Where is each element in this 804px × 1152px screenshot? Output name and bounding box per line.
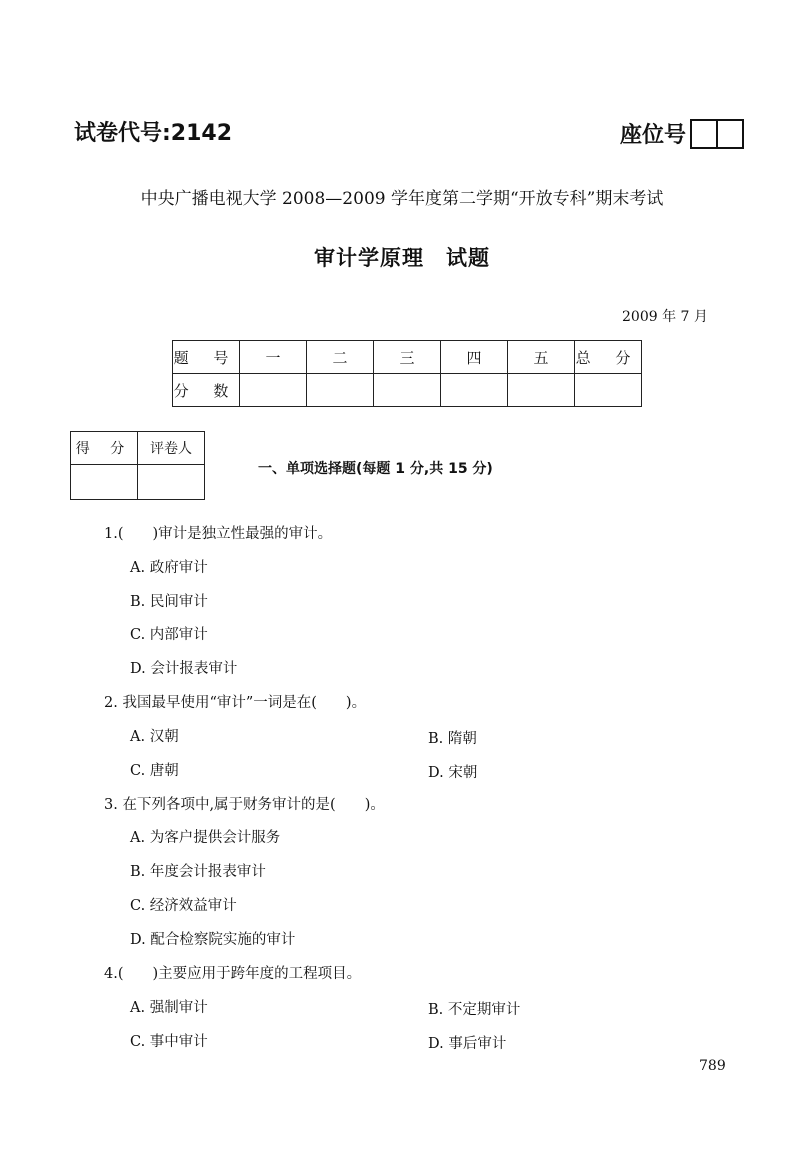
score-entry-cell [508, 374, 575, 407]
seat-box-1 [690, 119, 718, 149]
grader-table-entry-row [71, 465, 205, 500]
exam-header-line: 中央广播电视大学 2008—2009 学年度第二学期“开放专科”期末考试 [140, 189, 664, 209]
question-1-option-c: C. 内部审计 [130, 627, 208, 643]
score-table [172, 340, 642, 407]
exam-title: 审计学原理 试题 [314, 246, 490, 270]
question-4-option-a: A. 强制审计 [130, 1000, 208, 1016]
question-4-stem: 4.( )主要应用于跨年度的工程项目。 [104, 966, 362, 982]
question-1-option-b: B. 民间审计 [130, 594, 208, 610]
question-4-option-c: C. 事中审计 [130, 1034, 208, 1050]
score-table-cell: 分 数 [173, 374, 240, 407]
question-2-option-d: D. 宋朝 [428, 765, 478, 781]
score-table-cell: 一 [240, 341, 307, 374]
question-4-option-b: B. 不定期审计 [428, 1002, 521, 1018]
score-table-cell: 题 号 [173, 341, 240, 374]
section-title: 一、单项选择题(每题 1 分,共 15 分) [258, 461, 493, 477]
grader-label: 评卷人 [138, 432, 205, 465]
question-3-option-d: D. 配合检察院实施的审计 [130, 932, 296, 948]
score-table-cell: 三 [374, 341, 441, 374]
grader-table [70, 431, 205, 500]
seat-label: 座位号 [620, 123, 687, 148]
question-2-stem: 2. 我国最早使用“审计”一词是在( )。 [104, 695, 367, 711]
grader-score-label: 得 分 [71, 432, 138, 465]
score-entry-cell [240, 374, 307, 407]
seat-box-2 [716, 119, 744, 149]
question-3-option-c: C. 经济效益审计 [130, 898, 237, 914]
question-2-option-a: A. 汉朝 [130, 729, 179, 745]
page-number: 789 [699, 1058, 726, 1074]
grader-table-header-row [71, 432, 205, 465]
exam-date: 2009 年 7 月 [622, 309, 708, 325]
question-1-option-a: A. 政府审计 [130, 560, 208, 576]
question-1-stem: 1.( )审计是独立性最强的审计。 [104, 526, 333, 542]
question-3-option-b: B. 年度会计报表审计 [130, 864, 266, 880]
question-4-option-d: D. 事后审计 [428, 1036, 507, 1052]
score-table-cell: 四 [441, 341, 508, 374]
seat-number [620, 118, 744, 149]
question-1-option-d: D. 会计报表审计 [130, 661, 238, 677]
grader-score-entry [71, 465, 138, 500]
score-entry-cell [575, 374, 642, 407]
question-3-stem: 3. 在下列各项中,属于财务审计的是( )。 [104, 797, 385, 813]
score-table-cell: 二 [307, 341, 374, 374]
score-table-cell: 总 分 [575, 341, 642, 374]
score-table-cell: 五 [508, 341, 575, 374]
paper-code: 试卷代号:2142 [74, 121, 233, 146]
question-3-option-a: A. 为客户提供会计服务 [130, 830, 281, 846]
score-entry-cell [441, 374, 508, 407]
grader-name-entry [138, 465, 205, 500]
question-2-option-c: C. 唐朝 [130, 763, 179, 779]
score-entry-cell [374, 374, 441, 407]
question-2-option-b: B. 隋朝 [428, 731, 477, 747]
score-table-score-row [173, 374, 642, 407]
score-table-header-row [173, 341, 642, 374]
score-entry-cell [307, 374, 374, 407]
